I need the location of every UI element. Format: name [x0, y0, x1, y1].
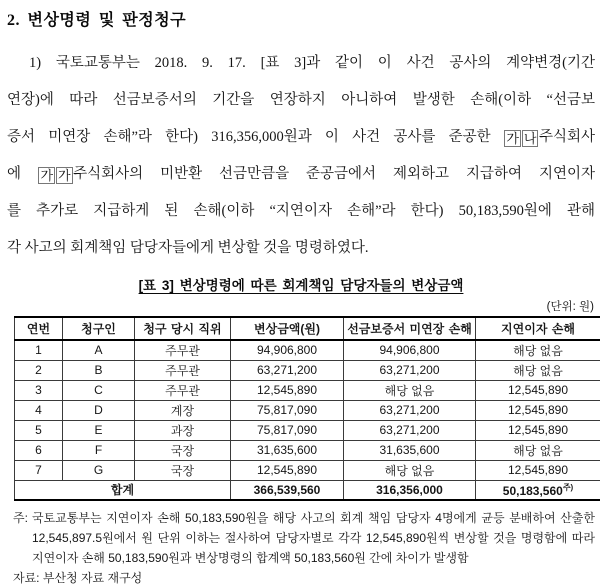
- table-row: [15, 400, 600, 420]
- cell-position: 국장: [135, 440, 231, 460]
- footnote-marker: 주): [563, 483, 573, 492]
- cell-bond: 94,906,800: [344, 340, 476, 360]
- cell-bond: 31,635,600: [344, 440, 476, 460]
- cell-amount: 12,545,890: [231, 380, 344, 400]
- col-header-interest-damage: 지연이자 손해: [476, 317, 600, 340]
- unit-label: (단위: 원): [7, 298, 594, 314]
- cell-claimant: C: [63, 380, 135, 400]
- footnotes-block: [13, 508, 595, 588]
- cell-position: 과장: [135, 420, 231, 440]
- total-interest-value: 50,183,560: [503, 484, 563, 498]
- cell-interest: 12,545,890: [476, 400, 600, 420]
- footnote-line-1: 국토교통부는 지연이자 손해 50,183,590원을 해당 사고의 회계 책임 담당자 4명에게 균등 분배하여 산출한: [32, 508, 595, 528]
- cell-claimant: B: [63, 360, 135, 380]
- table-caption-wrap: [7, 274, 595, 295]
- table-row: [15, 440, 600, 460]
- line3-text: 증서 미연장 손해”라 한다) 316,356,000원과 이 사건 공사를 준공한: [7, 129, 491, 145]
- cell-position: 주무관: [135, 380, 231, 400]
- cell-no: 3: [15, 380, 63, 400]
- cell-interest: 해당 없음: [476, 360, 600, 380]
- table-caption: [표 3] 변상명령에 따른 회계책임 담당자들의 변상금액: [139, 274, 464, 294]
- line4-text: 에: [7, 166, 21, 182]
- footnote-label: 주:: [13, 508, 32, 568]
- table-row: [15, 420, 600, 440]
- cell-claimant: E: [63, 420, 135, 440]
- cell-claimant: A: [63, 340, 135, 360]
- section-heading: 2. 변상명령 및 판정청구: [7, 7, 595, 30]
- cell-bond: 63,271,200: [344, 420, 476, 440]
- total-interest: [476, 480, 600, 500]
- reimbursement-table: [14, 316, 600, 501]
- col-header-bond-damage: 선금보증서 미연장 손해: [344, 317, 476, 340]
- cell-amount: 94,906,800: [231, 340, 344, 360]
- paragraph-line-4: [7, 156, 595, 193]
- redacted-company-char: 나: [522, 130, 539, 147]
- paragraph-line-1: 1) 국토교통부는 2018. 9. 17. [표 3]과 같이 이 사건 공사의 계약변경(기간: [7, 45, 595, 82]
- paragraph-line-3: [7, 119, 595, 156]
- cell-bond: 해당 없음: [344, 380, 476, 400]
- redacted-company-char: 가: [56, 167, 73, 184]
- table-total-row: [15, 480, 600, 500]
- table-row: [15, 460, 600, 480]
- col-header-no: 연번: [15, 317, 63, 340]
- footnote-line-2: 12,545,897.5원에서 원 단위 이하는 절사하여 담당자별로 각각 12,545,890원씩 변상할 것을 명령함에 따라: [32, 528, 595, 548]
- col-header-claimant: 청구인: [63, 317, 135, 340]
- cell-interest: 해당 없음: [476, 440, 600, 460]
- cell-bond: 63,271,200: [344, 360, 476, 380]
- redacted-company-char: 가: [504, 130, 521, 147]
- total-bond: 316,356,000: [344, 480, 476, 500]
- total-amount: 366,539,560: [231, 480, 344, 500]
- cell-claimant: G: [63, 460, 135, 480]
- paragraph-line-5: 를 추가로 지급하게 된 손해(이하 “지연이자 손해”라 한다) 50,183,590원에 관해: [7, 193, 595, 230]
- cell-position: 주무관: [135, 340, 231, 360]
- cell-no: 5: [15, 420, 63, 440]
- col-header-amount: 변상금액(원): [231, 317, 344, 340]
- cell-position: 계장: [135, 400, 231, 420]
- body-paragraph: [7, 45, 595, 267]
- paragraph-line-6: 각 사고의 회계책임 담당자들에게 변상할 것을 명령하였다.: [7, 230, 595, 267]
- cell-amount: 12,545,890: [231, 460, 344, 480]
- cell-bond: 63,271,200: [344, 400, 476, 420]
- cell-amount: 31,635,600: [231, 440, 344, 460]
- cell-bond: 해당 없음: [344, 460, 476, 480]
- line3-text-post: 주식회사: [539, 129, 595, 145]
- line4-text-post: 주식회사의 미반환 선금만큼을 준공금에서 제외하고 지급하여 지연이자: [73, 166, 595, 182]
- total-label: 합계: [15, 480, 231, 500]
- cell-amount: 75,817,090: [231, 420, 344, 440]
- cell-interest: 해당 없음: [476, 340, 600, 360]
- cell-position: 국장: [135, 460, 231, 480]
- cell-no: 1: [15, 340, 63, 360]
- table-row: [15, 380, 600, 400]
- paragraph-line-2: 연장)에 따라 선금보증서의 기간을 연장하지 아니하여 발생한 손해(이하 “선금보: [7, 82, 595, 119]
- cell-no: 4: [15, 400, 63, 420]
- cell-claimant: F: [63, 440, 135, 460]
- cell-position: 주무관: [135, 360, 231, 380]
- footnote-line-3: 지연이자 손해 50,183,590원과 변상명령의 합계액 50,183,560원 간에 차이가 발생함: [32, 548, 595, 568]
- redacted-company-char: 가: [38, 167, 55, 184]
- cell-no: 7: [15, 460, 63, 480]
- cell-amount: 63,271,200: [231, 360, 344, 380]
- col-header-position: 청구 당시 직위: [135, 317, 231, 340]
- cell-no: 6: [15, 440, 63, 460]
- cell-amount: 75,817,090: [231, 400, 344, 420]
- cell-interest: 12,545,890: [476, 460, 600, 480]
- footnote-lines: [32, 508, 595, 568]
- source-note: 자료: 부산청 자료 재구성: [13, 568, 595, 588]
- footnote-note: [13, 508, 595, 568]
- cell-interest: 12,545,890: [476, 420, 600, 440]
- cell-claimant: D: [63, 400, 135, 420]
- cell-interest: 12,545,890: [476, 380, 600, 400]
- table-row: [15, 360, 600, 380]
- table-header-row: [15, 317, 600, 340]
- cell-no: 2: [15, 360, 63, 380]
- table-row: [15, 340, 600, 360]
